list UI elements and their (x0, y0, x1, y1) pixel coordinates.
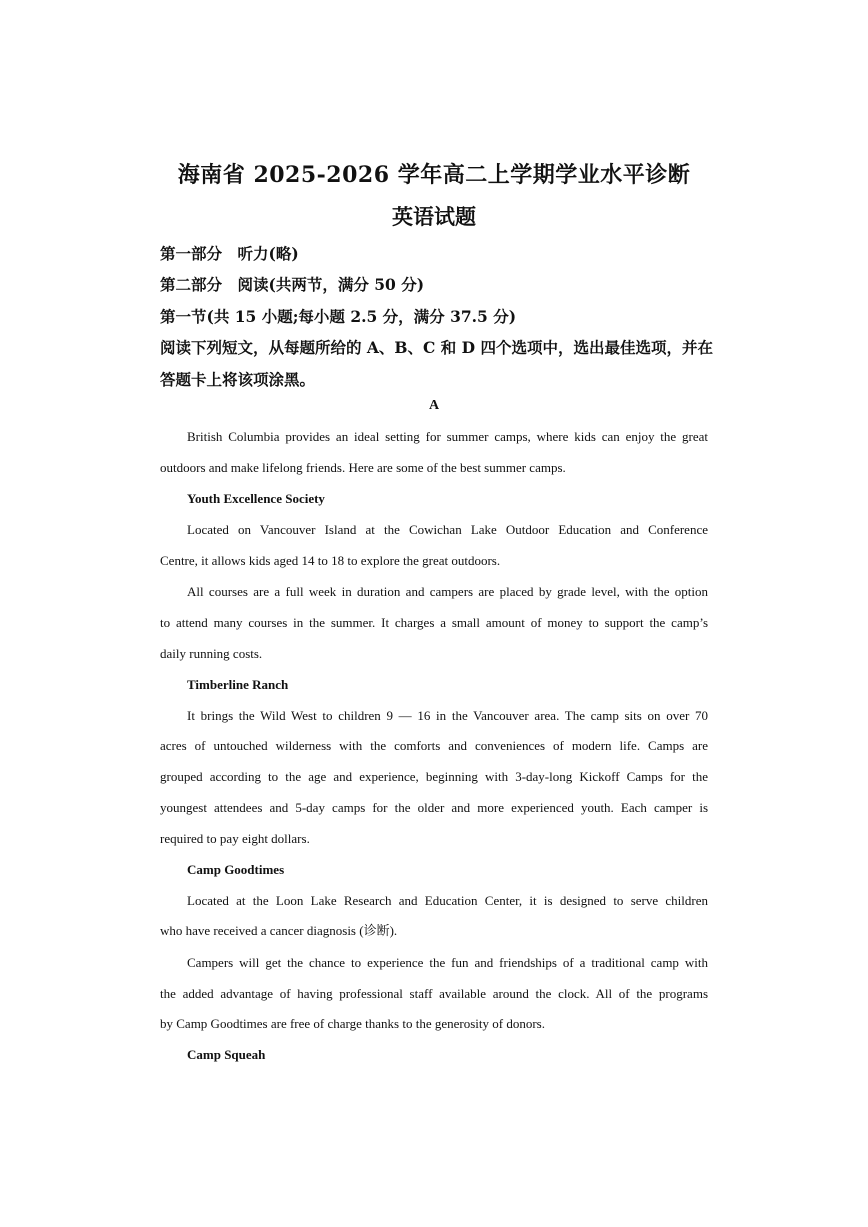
paragraph-line: who have received a cancer diagnosis (诊断). (160, 923, 398, 938)
paragraph-line: It brings the Wild West to children 9 — 16 in the Vancouver area. The camp sits on over 70 (187, 708, 708, 723)
paragraph-line: to attend many courses in the summer. It charges a small amount of money to support the camp’s (160, 615, 708, 630)
camp-heading: Timberline Ranch (187, 677, 289, 692)
part-two-heading: 第二部分 阅读(共两节，满分 50 分) (160, 275, 425, 294)
paragraph-line: Centre, it allows kids aged 14 to 18 to explore the great outdoors. (160, 553, 501, 568)
camp-heading: Camp Squeah (187, 1047, 266, 1062)
camp-heading: Youth Excellence Society (187, 491, 325, 506)
paragraph-line: daily running costs. (160, 646, 263, 661)
passage-label: A (428, 398, 440, 413)
paragraph-line: the added advantage of having professional staff available around the clock. All of the programs (160, 986, 708, 1001)
paragraph-line: by Camp Goodtimes are free of charge thanks to the generosity of donors. (160, 1016, 545, 1031)
directions-line-1: 阅读下列短文，从每题所给的 A、B、C 和 D 四个选项中，选出最佳选项，并在 (160, 338, 713, 357)
paragraph-line: grouped according to the age and experience, beginning with 3-day-long Kickoff Camps for the (160, 769, 708, 784)
directions-line-2: 答题卡上将该项涂黑。 (160, 370, 316, 389)
exam-subtitle: 英语试题 (392, 204, 476, 229)
camp-heading: Camp Goodtimes (187, 862, 285, 877)
paragraph-line: Campers will get the chance to experience the fun and friendships of a traditional camp with (187, 955, 708, 970)
paragraph-line: All courses are a full week in duration and campers are placed by grade level, with the option (187, 584, 708, 599)
paragraph-line: acres of untouched wilderness with the comforts and conveniences of modern life. Camps are (160, 738, 708, 753)
part-one-heading: 第一部分 听力(略) (160, 244, 299, 263)
section-one-heading: 第一节(共 15 小题;每小题 2.5 分，满分 37.5 分) (160, 307, 517, 326)
paragraph-line: British Columbia provides an ideal setting for summer camps, where kids can enjoy the great (187, 429, 708, 444)
paragraph-line: youngest attendees and 5-day camps for the older and more experienced youth. Each camper is (160, 800, 708, 815)
paragraph-line: outdoors and make lifelong friends. Here are some of the best summer camps. (160, 460, 566, 475)
exam-title: 海南省 2025-2026 学年高二上学期学业水平诊断 (177, 162, 691, 188)
paragraph-line: Located at the Loon Lake Research and Education Center, it is designed to serve children (187, 893, 708, 908)
paragraph-line: required to pay eight dollars. (160, 831, 310, 846)
paragraph-line: Located on Vancouver Island at the Cowichan Lake Outdoor Education and Conference (187, 522, 708, 537)
